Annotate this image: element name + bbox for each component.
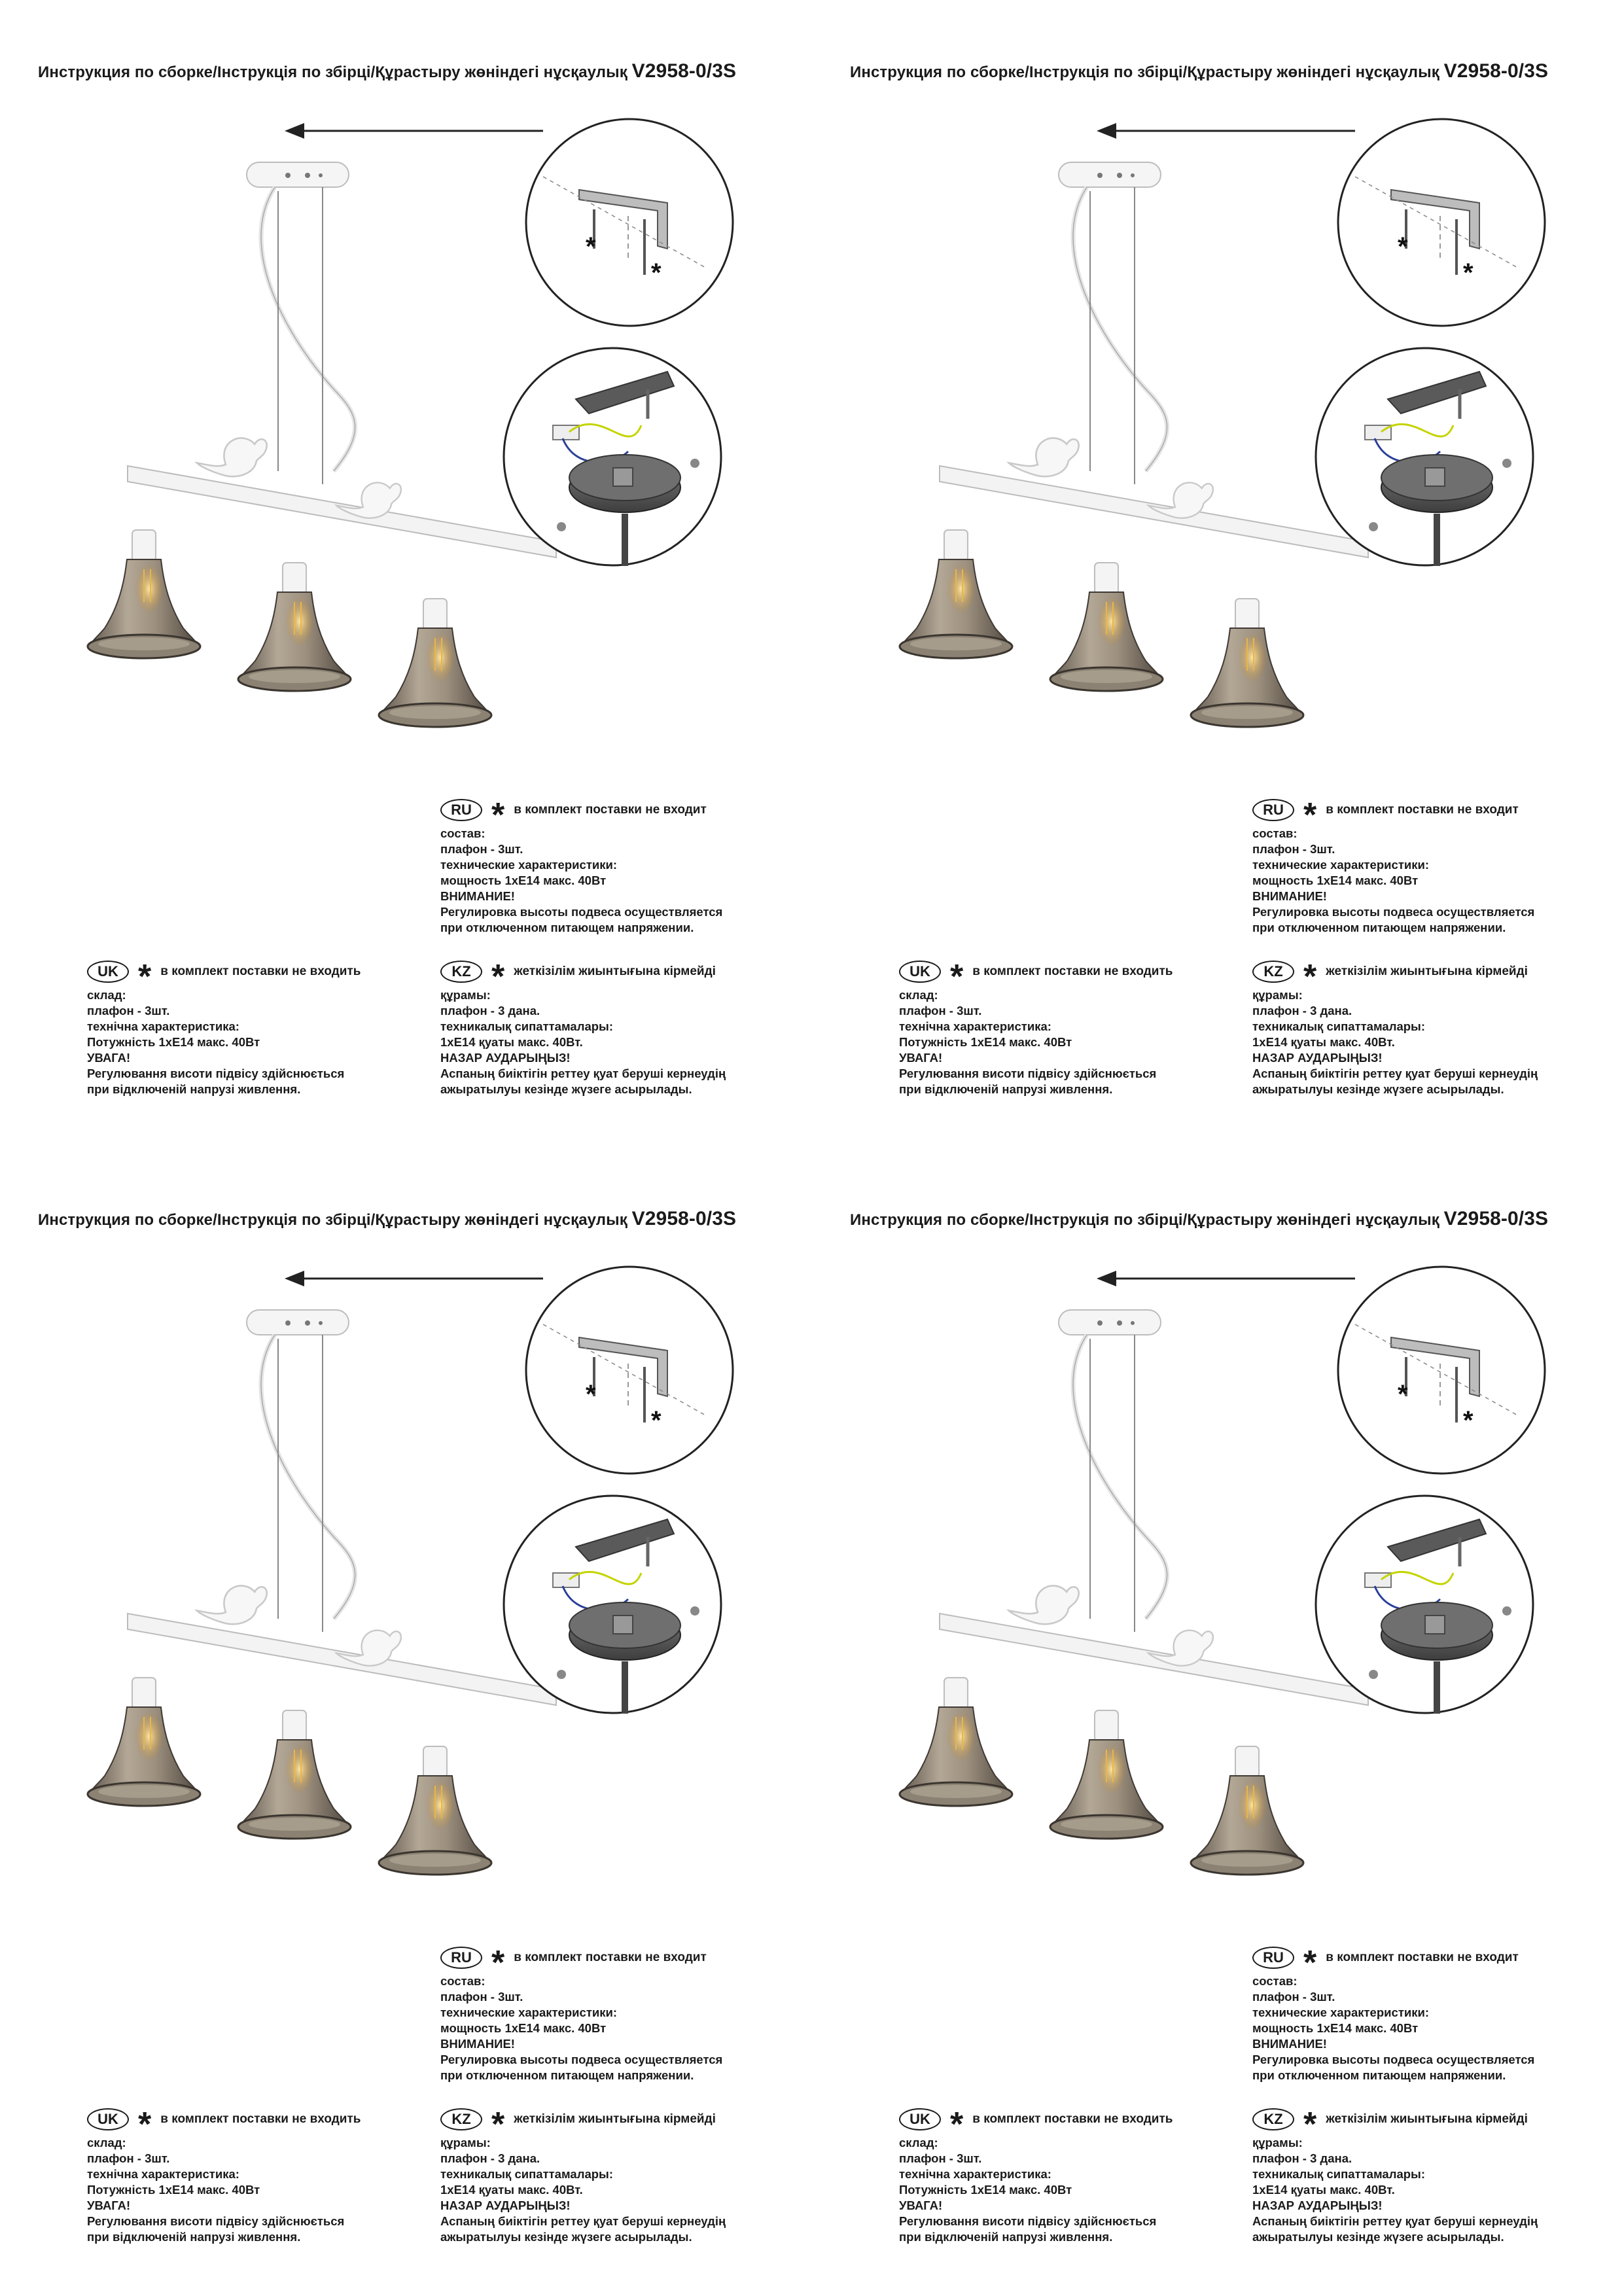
text-line: техникалық сипаттамалары: xyxy=(440,2167,614,2181)
text-line: Потужність 1хЕ14 макс. 40Вт xyxy=(87,2183,260,2197)
text-line: при відключеній напрузі живлення. xyxy=(899,2230,1113,2244)
ru-section: RU * в комплект поставки не входит состав: плафон - 3шт. технические характеристики: мощность 1хЕ14 макс. 40Вт ВНИМАНИЕ! Регулировка высоты подвеса осуществляется при отключенном питающем напряжении. xyxy=(440,1944,723,2082)
text-line: ВНИМАНИЕ! xyxy=(440,2037,515,2051)
text-line: НАЗАР АУДАРЫҢЫЗ! xyxy=(440,1051,571,1065)
ru-section: RU * в комплект поставки не входит состав: плафон - 3шт. технические характеристики: мощность 1хЕ14 макс. 40Вт ВНИМАНИЕ! Регулировка высоты подвеса осуществляется при отключенном питающем напряжении. xyxy=(1252,1944,1535,2082)
text-line: состав: xyxy=(1252,1974,1297,1988)
text-line: плафон - 3шт. xyxy=(440,842,523,856)
text-line: ажыратылуы кезінде жүзеге асырылады. xyxy=(440,1082,692,1096)
text-line: құрамы: xyxy=(1252,988,1303,1002)
page-title: Инструкция по сборке/Інструкція по збірці/Құрастыру жөніндегі нұсқаулық V2958-0/3S xyxy=(38,1208,737,1229)
text-line: Потужність 1хЕ14 макс. 40Вт xyxy=(899,2183,1072,2197)
text-line: УВАГА! xyxy=(87,2199,131,2212)
text-line: Регулювання висоти підвісу здійснюється xyxy=(899,1067,1157,1080)
assembly-illustration xyxy=(0,1148,812,1900)
language-badge: KZ xyxy=(440,961,482,983)
language-badge: UK xyxy=(899,961,941,983)
text-line: склад: xyxy=(899,2136,938,2149)
uk-section: UK * в комплект поставки не входить склад: плафон - 3шт. технічна характеристика: Потужність 1хЕ14 макс. 40Вт УВАГА! Регулювання висоти підвісу здійснюється при відключеній напрузі живлення. xyxy=(899,2106,1173,2244)
asterisk-not-included-icon: * xyxy=(1303,1944,1317,1982)
text-line: Регулювання висоти підвісу здійснюється xyxy=(899,2214,1157,2228)
language-badge: UK xyxy=(899,2108,941,2130)
text-line: при відключеній напрузі живлення. xyxy=(899,1082,1113,1096)
asterisk-not-included-icon: * xyxy=(1303,958,1317,996)
text-line: плафон - 3шт. xyxy=(899,2151,982,2165)
text-line: плафон - 3шт. xyxy=(899,1004,982,1017)
asterisk-not-included-icon: * xyxy=(950,2106,964,2144)
text-line: технічна характеристика: xyxy=(899,2167,1051,2181)
language-badge: KZ xyxy=(1252,2108,1294,2130)
instruction-panel xyxy=(812,1148,1624,2295)
text-line: мощность 1хЕ14 макс. 40Вт xyxy=(1252,2021,1419,2035)
text-line: плафон - 3шт. xyxy=(440,1990,523,2004)
text-line: Аспаның биіктігін реттеу қуат беруші кернеудің xyxy=(1252,2214,1538,2228)
asterisk-not-included-icon: * xyxy=(491,1944,505,1982)
text-line: 1хЕ14 қуаты макс. 40Вт. xyxy=(1252,1035,1395,1049)
text-line: технічна характеристика: xyxy=(87,1019,239,1033)
uk-section: UK * в комплект поставки не входить склад: плафон - 3шт. технічна характеристика: Потужність 1хЕ14 макс. 40Вт УВАГА! Регулювання висоти підвісу здійснюється при відключеній напрузі живлення. xyxy=(87,958,361,1096)
text-line: технические характеристики: xyxy=(1252,2005,1430,2019)
kz-section: KZ * жеткізілім жиынтығына кірмейді құрамы: плафон - 3 дана. техникалық сипаттамалары: 1хЕ14 қуаты макс. 40Вт. НАЗАР АУДАРЫҢЫЗ! Аспаның биіктігін реттеу қуат беруші кернеудің ажыратылуы кезінде жүзеге асырылады. xyxy=(440,2106,726,2244)
text-line: Регулювання висоти підвісу здійснюється xyxy=(87,2214,345,2228)
text-line: технические характеристики: xyxy=(440,2005,618,2019)
language-badge: RU xyxy=(1252,1947,1294,1969)
text-line: мощность 1хЕ14 макс. 40Вт xyxy=(440,2021,607,2035)
text-line: при відключеній напрузі живлення. xyxy=(87,2230,301,2244)
kz-section: KZ * жеткізілім жиынтығына кірмейді құрамы: плафон - 3 дана. техникалық сипаттамалары: 1хЕ14 қуаты макс. 40Вт. НАЗАР АУДАРЫҢЫЗ! Аспаның биіктігін реттеу қуат беруші кернеудің ажыратылуы кезінде жүзеге асырылады. xyxy=(440,958,726,1096)
text-line: мощность 1хЕ14 макс. 40Вт xyxy=(1252,874,1419,887)
text-line: плафон - 3 дана. xyxy=(1252,2151,1352,2165)
text-line: технические характеристики: xyxy=(1252,858,1430,872)
text-line: склад: xyxy=(899,988,938,1002)
text-line: құрамы: xyxy=(1252,2136,1303,2149)
asterisk-not-included-icon: * xyxy=(1303,2106,1317,2144)
text-line: 1хЕ14 қуаты макс. 40Вт. xyxy=(440,1035,583,1049)
uk-section: UK * в комплект поставки не входить склад: плафон - 3шт. технічна характеристика: Потужність 1хЕ14 макс. 40Вт УВАГА! Регулювання висоти підвісу здійснюється при відключеній напрузі живлення. xyxy=(87,2106,361,2244)
text-line: технічна характеристика: xyxy=(899,1019,1051,1033)
language-badge: RU xyxy=(440,1947,482,1969)
text-line: құрамы: xyxy=(440,988,491,1002)
text-line: Регулировка высоты подвеса осуществляется xyxy=(1252,905,1535,919)
text-line: технічна характеристика: xyxy=(87,2167,239,2181)
text-line: при отключенном питающем напряжении. xyxy=(440,921,694,934)
page-title: Инструкция по сборке/Інструкція по збірці/Құрастыру жөніндегі нұсқаулық V2958-0/3S xyxy=(850,1208,1549,1229)
asterisk-not-included-icon: * xyxy=(138,2106,152,2144)
text-line: ВНИМАНИЕ! xyxy=(440,889,515,903)
ru-section: RU * в комплект поставки не входит состав: плафон - 3шт. технические характеристики: мощность 1хЕ14 макс. 40Вт ВНИМАНИЕ! Регулировка высоты подвеса осуществляется при отключенном питающем напряжении. xyxy=(440,796,723,934)
text-line: технические характеристики: xyxy=(440,858,618,872)
asterisk-not-included-icon: * xyxy=(950,958,964,996)
text-line: при отключенном питающем напряжении. xyxy=(1252,921,1506,934)
text-line: Аспаның биіктігін реттеу қуат беруші кернеудің xyxy=(440,1067,726,1080)
language-badge: RU xyxy=(1252,799,1294,821)
text-line: Регулировка высоты подвеса осуществляется xyxy=(440,2053,723,2066)
text-line: Регулювання висоти підвісу здійснюється xyxy=(87,1067,345,1080)
text-line: при отключенном питающем напряжении. xyxy=(1252,2068,1506,2082)
text-line: Потужність 1хЕ14 макс. 40Вт xyxy=(899,1035,1072,1049)
text-line: техникалық сипаттамалары: xyxy=(440,1019,614,1033)
text-line: УВАГА! xyxy=(87,1051,131,1065)
text-line: плафон - 3 дана. xyxy=(440,1004,540,1017)
text-line: техникалық сипаттамалары: xyxy=(1252,2167,1426,2181)
text-line: ажыратылуы кезінде жүзеге асырылады. xyxy=(440,2230,692,2244)
page-title: Инструкция по сборке/Інструкція по збірці/Құрастыру жөніндегі нұсқаулық V2958-0/3S xyxy=(38,60,737,82)
text-line: 1хЕ14 қуаты макс. 40Вт. xyxy=(440,2183,583,2197)
text-line: техникалық сипаттамалары: xyxy=(1252,1019,1426,1033)
asterisk-not-included-icon: * xyxy=(138,958,152,996)
text-line: плафон - 3 дана. xyxy=(440,2151,540,2165)
text-line: НАЗАР АУДАРЫҢЫЗ! xyxy=(1252,2199,1383,2212)
page-title: Инструкция по сборке/Інструкція по збірці/Құрастыру жөніндегі нұсқаулық V2958-0/3S xyxy=(850,60,1549,82)
text-line: при відключеній напрузі живлення. xyxy=(87,1082,301,1096)
uk-section: UK * в комплект поставки не входить склад: плафон - 3шт. технічна характеристика: Потужність 1хЕ14 макс. 40Вт УВАГА! Регулювання висоти підвісу здійснюється при відключеній напрузі живлення. xyxy=(899,958,1173,1096)
text-line: мощность 1хЕ14 макс. 40Вт xyxy=(440,874,607,887)
text-line: склад: xyxy=(87,988,126,1002)
instruction-panel xyxy=(0,1148,812,2295)
text-line: құрамы: xyxy=(440,2136,491,2149)
text-line: при отключенном питающем напряжении. xyxy=(440,2068,694,2082)
language-badge: UK xyxy=(87,2108,129,2130)
text-line: Потужність 1хЕ14 макс. 40Вт xyxy=(87,1035,260,1049)
assembly-illustration xyxy=(812,0,1624,752)
text-line: состав: xyxy=(440,826,485,840)
kz-section: KZ * жеткізілім жиынтығына кірмейді құрамы: плафон - 3 дана. техникалық сипаттамалары: 1хЕ14 қуаты макс. 40Вт. НАЗАР АУДАРЫҢЫЗ! Аспаның биіктігін реттеу қуат беруші кернеудің ажыратылуы кезінде жүзеге асырылады. xyxy=(1252,958,1538,1096)
text-line: плафон - 3шт. xyxy=(1252,842,1335,856)
text-line: НАЗАР АУДАРЫҢЫЗ! xyxy=(1252,1051,1383,1065)
instruction-panel xyxy=(0,0,812,1148)
text-line: плафон - 3шт. xyxy=(1252,1990,1335,2004)
asterisk-not-included-icon: * xyxy=(1303,796,1317,834)
text-line: НАЗАР АУДАРЫҢЫЗ! xyxy=(440,2199,571,2212)
text-line: Аспаның биіктігін реттеу қуат беруші кернеудің xyxy=(1252,1067,1538,1080)
assembly-illustration xyxy=(812,1148,1624,1900)
assembly-illustration xyxy=(0,0,812,752)
text-line: плафон - 3шт. xyxy=(87,1004,170,1017)
text-line: состав: xyxy=(440,1974,485,1988)
asterisk-not-included-icon: * xyxy=(491,2106,505,2144)
text-line: Регулировка высоты подвеса осуществляется xyxy=(1252,2053,1535,2066)
kz-section: KZ * жеткізілім жиынтығына кірмейді құрамы: плафон - 3 дана. техникалық сипаттамалары: 1хЕ14 қуаты макс. 40Вт. НАЗАР АУДАРЫҢЫЗ! Аспаның биіктігін реттеу қуат беруші кернеудің ажыратылуы кезінде жүзеге асырылады. xyxy=(1252,2106,1538,2244)
text-line: ажыратылуы кезінде жүзеге асырылады. xyxy=(1252,2230,1504,2244)
asterisk-not-included-icon: * xyxy=(491,958,505,996)
ru-section: RU * в комплект поставки не входит состав: плафон - 3шт. технические характеристики: мощность 1хЕ14 макс. 40Вт ВНИМАНИЕ! Регулировка высоты подвеса осуществляется при отключенном питающем напряжении. xyxy=(1252,796,1535,934)
text-line: плафон - 3 дана. xyxy=(1252,1004,1352,1017)
text-line: УВАГА! xyxy=(899,1051,943,1065)
text-line: Аспаның биіктігін реттеу қуат беруші кернеудің xyxy=(440,2214,726,2228)
text-line: ВНИМАНИЕ! xyxy=(1252,2037,1327,2051)
text-line: 1хЕ14 қуаты макс. 40Вт. xyxy=(1252,2183,1395,2197)
text-line: склад: xyxy=(87,2136,126,2149)
language-badge: RU xyxy=(440,799,482,821)
text-line: ажыратылуы кезінде жүзеге асырылады. xyxy=(1252,1082,1504,1096)
text-line: плафон - 3шт. xyxy=(87,2151,170,2165)
language-badge: KZ xyxy=(1252,961,1294,983)
language-badge: KZ xyxy=(440,2108,482,2130)
text-line: УВАГА! xyxy=(899,2199,943,2212)
text-line: состав: xyxy=(1252,826,1297,840)
instruction-panel xyxy=(812,0,1624,1148)
text-line: Регулировка высоты подвеса осуществляется xyxy=(440,905,723,919)
language-badge: UK xyxy=(87,961,129,983)
asterisk-not-included-icon: * xyxy=(491,796,505,834)
text-line: ВНИМАНИЕ! xyxy=(1252,889,1327,903)
